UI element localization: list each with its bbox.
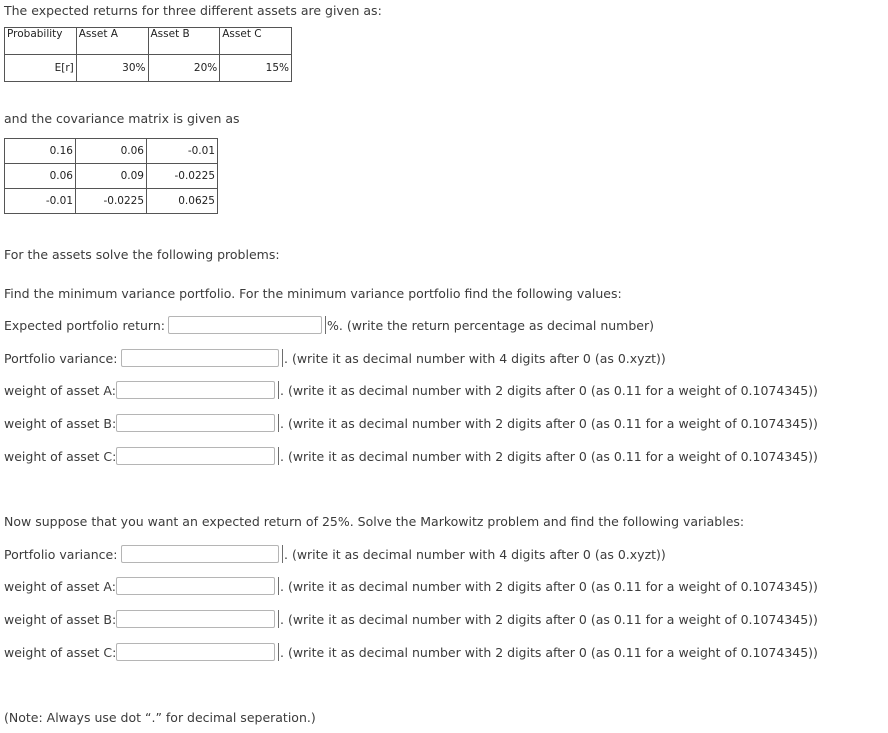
weight-b-input[interactable]	[116, 414, 275, 432]
portfolio-variance-hint: . (write it as decimal number with 4 digits after 0 (as 0.xyzt))	[284, 351, 666, 366]
weight-a-input[interactable]	[116, 381, 275, 399]
table-row	[5, 189, 218, 214]
field-separator	[278, 447, 279, 465]
section1-title: Find the minimum variance portfolio. For the minimum variance portfolio find the following values:	[4, 286, 622, 301]
return-asset-b: 20%	[148, 55, 220, 82]
table-row	[5, 164, 218, 189]
field-separator	[278, 643, 279, 661]
cov-cell: -0.0225	[76, 189, 147, 214]
markowitz-variance-input[interactable]	[121, 545, 279, 563]
cov-cell: 0.06	[5, 164, 76, 189]
markowitz-weight-b-label: weight of asset B:	[4, 612, 117, 627]
expected-return-hint: %. (write the return percentage as decimal number)	[327, 318, 654, 333]
weight-c-input[interactable]	[116, 447, 275, 465]
cov-cell: 0.06	[76, 139, 147, 164]
markowitz-weight-c-hint: . (write it as decimal number with 2 digits after 0 (as 0.11 for a weight of 0.1074345))	[280, 645, 818, 660]
header-asset-c: Asset C	[220, 28, 292, 55]
table-row	[5, 139, 218, 164]
cov-cell: -0.01	[5, 189, 76, 214]
header-asset-b: Asset B	[148, 28, 220, 55]
markowitz-variance-label: Portfolio variance:	[4, 547, 118, 562]
weight-a-label: weight of asset A:	[4, 383, 116, 398]
weight-c-label: weight of asset C:	[4, 449, 117, 464]
cov-cell: 0.09	[76, 164, 147, 189]
row-label-er: E[r]	[5, 55, 77, 82]
weight-a-hint: . (write it as decimal number with 2 digits after 0 (as 0.11 for a weight of 0.1074345))	[280, 383, 818, 398]
weight-b-label: weight of asset B:	[4, 416, 117, 431]
header-probability: Probability	[5, 28, 77, 55]
markowitz-weight-b-hint: . (write it as decimal number with 2 digits after 0 (as 0.11 for a weight of 0.1074345))	[280, 612, 818, 627]
covariance-intro-text: and the covariance matrix is given as	[4, 111, 240, 126]
return-asset-c: 15%	[220, 55, 292, 82]
return-asset-a: 30%	[76, 55, 148, 82]
decimal-note: (Note: Always use dot “.” for decimal seperation.)	[4, 710, 316, 725]
field-separator	[278, 610, 279, 628]
field-separator	[278, 414, 279, 432]
field-separator	[278, 577, 279, 595]
solve-intro-text: For the assets solve the following problems:	[4, 247, 280, 262]
header-asset-a: Asset A	[76, 28, 148, 55]
portfolio-variance-input[interactable]	[121, 349, 279, 367]
expected-returns-table	[4, 27, 292, 82]
portfolio-variance-label: Portfolio variance:	[4, 351, 118, 366]
expected-return-label: Expected portfolio return:	[4, 318, 165, 333]
covariance-matrix-table	[4, 138, 218, 214]
markowitz-weight-b-input[interactable]	[116, 610, 275, 628]
cov-cell: -0.0225	[147, 164, 218, 189]
intro-text: The expected returns for three different assets are given as:	[4, 3, 382, 18]
expected-return-input[interactable]	[168, 316, 322, 334]
markowitz-weight-c-label: weight of asset C:	[4, 645, 117, 660]
weight-b-hint: . (write it as decimal number with 2 digits after 0 (as 0.11 for a weight of 0.1074345))	[280, 416, 818, 431]
field-separator	[282, 545, 283, 563]
section2-title: Now suppose that you want an expected return of 25%. Solve the Markowitz problem and find the following variables:	[4, 514, 745, 529]
markowitz-weight-c-input[interactable]	[116, 643, 275, 661]
markowitz-weight-a-input[interactable]	[116, 577, 275, 595]
markowitz-weight-a-hint: . (write it as decimal number with 2 digits after 0 (as 0.11 for a weight of 0.1074345))	[280, 579, 818, 594]
field-separator	[278, 381, 279, 399]
weight-c-hint: . (write it as decimal number with 2 digits after 0 (as 0.11 for a weight of 0.1074345))	[280, 449, 818, 464]
cov-cell: -0.01	[147, 139, 218, 164]
field-separator	[282, 349, 283, 367]
table-header-row	[5, 28, 292, 55]
cov-cell: 0.16	[5, 139, 76, 164]
table-row	[5, 55, 292, 82]
markowitz-weight-a-label: weight of asset A:	[4, 579, 116, 594]
cov-cell: 0.0625	[147, 189, 218, 214]
markowitz-variance-hint: . (write it as decimal number with 4 digits after 0 (as 0.xyzt))	[284, 547, 666, 562]
field-separator	[325, 316, 326, 334]
